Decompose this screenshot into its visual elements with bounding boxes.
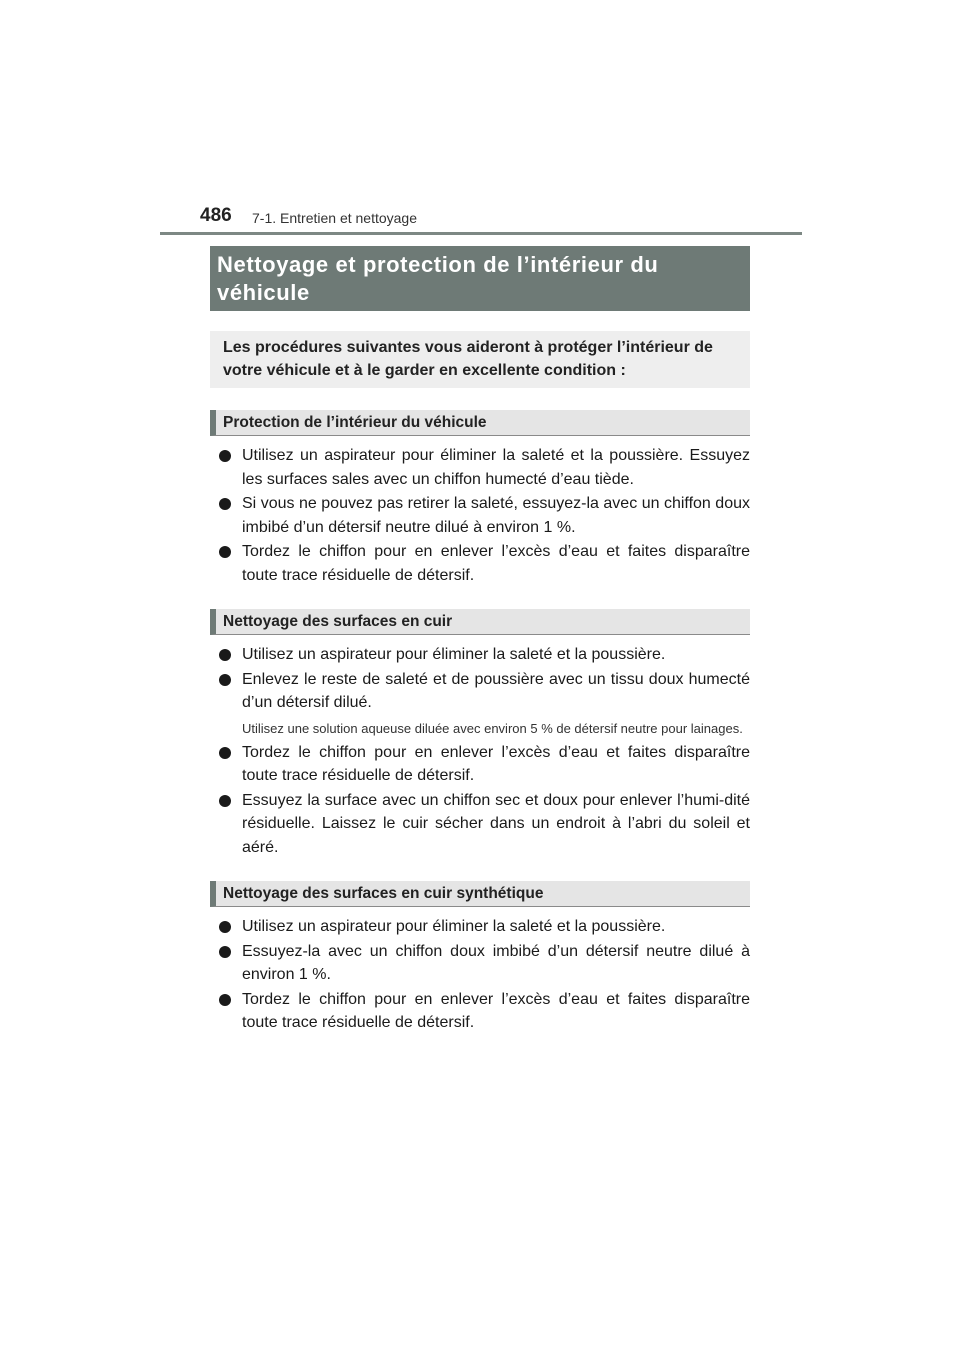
header-divider xyxy=(160,232,802,235)
note-text: Utilisez une solution aqueuse diluée avec environ 5 % de détersif neutre pour lainages. xyxy=(242,720,743,736)
bullet-list xyxy=(210,915,750,1035)
list-item-text: Tordez le chiffon pour en enlever l’excès d’eau et faites disparaître toute trace résiduelle de détersif. xyxy=(242,990,750,1031)
bullet-icon xyxy=(219,921,231,933)
section-heading-synthetic-leather: Nettoyage des surfaces en cuir synthétique xyxy=(210,881,750,907)
bullet-icon xyxy=(219,498,231,510)
bullet-icon xyxy=(219,674,231,686)
bullet-list xyxy=(210,444,750,587)
list-item xyxy=(218,940,750,987)
list-item-text: Tordez le chiffon pour en enlever l’excès d’eau et faites disparaître toute trace résiduelle de détersif. xyxy=(242,543,750,584)
list-item-text: Utilisez un aspirateur pour éliminer la saleté et la poussière. xyxy=(242,646,666,663)
list-item xyxy=(218,444,750,491)
list-item-text: Essuyez la surface avec un chiffon sec et doux pour enlever l’humi-dité résiduelle. Laissez le cuir sécher dans un endroit à l’abri du soleil et aéré. xyxy=(242,791,750,856)
page-title: Nettoyage et protection de l’intérieur du véhicule xyxy=(210,246,750,311)
list-item xyxy=(218,492,750,539)
page-number: 486 xyxy=(200,205,232,226)
bullet-icon xyxy=(219,795,231,807)
list-item-text: Enlevez le reste de saleté et de poussière avec un tissu doux humecté d’un détersif dilué. xyxy=(242,670,750,711)
list-item xyxy=(218,789,750,860)
list-item xyxy=(218,668,750,715)
list-item xyxy=(218,915,750,939)
list-item-text: Tordez le chiffon pour en enlever l’excès d’eau et faites disparaître toute trace résiduelle de détersif. xyxy=(242,743,750,784)
list-item-text: Si vous ne pouvez pas retirer la saleté, essuyez-la avec un chiffon doux imbibé d’un détersif neutre dilué à environ 1 %. xyxy=(242,495,750,536)
list-item-text: Essuyez-la avec un chiffon doux imbibé d’un détersif neutre dilué à environ 1 %. xyxy=(242,942,750,983)
bullet-icon xyxy=(219,946,231,958)
list-item xyxy=(218,988,750,1035)
list-item xyxy=(218,643,750,667)
list-item xyxy=(218,741,750,788)
bullet-list xyxy=(210,643,750,859)
bullet-icon xyxy=(219,546,231,558)
intro-text: Les procédures suivantes vous aideront à protéger l’intérieur de votre véhicule et à le garder en excellente condition : xyxy=(210,331,750,388)
bullet-icon xyxy=(219,450,231,462)
section-heading-interior-protection: Protection de l’intérieur du véhicule xyxy=(210,410,750,436)
bullet-icon xyxy=(219,994,231,1006)
page-header xyxy=(160,203,802,235)
bullet-icon xyxy=(219,747,231,759)
chapter-title: 7-1. Entretien et nettoyage xyxy=(252,210,417,226)
list-item-text: Utilisez un aspirateur pour éliminer la saleté et la poussière. xyxy=(242,918,666,935)
section-heading-leather: Nettoyage des surfaces en cuir xyxy=(210,609,750,635)
bullet-icon xyxy=(219,649,231,661)
list-item xyxy=(218,540,750,587)
list-item-text: Utilisez un aspirateur pour éliminer la saleté et la poussière. Essuyez les surfaces sales avec un chiffon humecté d’eau tiède. xyxy=(242,447,750,488)
page-content xyxy=(210,246,750,1036)
